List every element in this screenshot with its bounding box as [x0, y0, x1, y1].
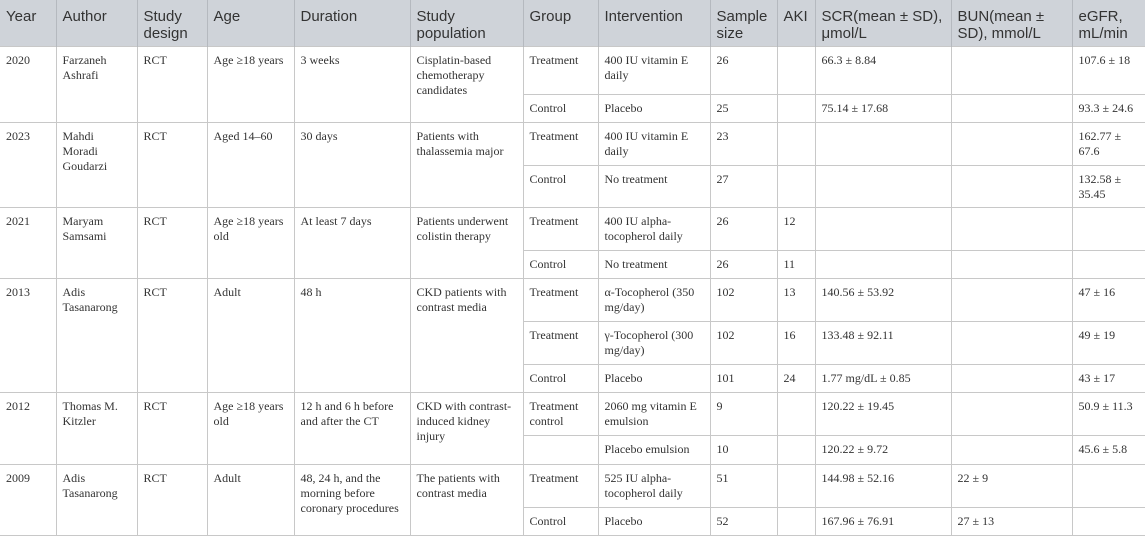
cell-group: Control	[523, 250, 598, 278]
column-header-study-population: Study population	[410, 0, 523, 46]
column-header-study-design: Study design	[137, 0, 207, 46]
cell-scr: 140.56 ± 53.92	[815, 278, 951, 321]
cell-bun	[951, 46, 1072, 94]
cell-sample-size: 102	[710, 278, 777, 321]
cell-aki	[777, 392, 815, 435]
cell-egfr	[1072, 507, 1145, 535]
cell-duration: 3 weeks	[294, 46, 410, 122]
cell-bun	[951, 392, 1072, 435]
cell-sample-size: 26	[710, 207, 777, 250]
cell-group	[523, 435, 598, 464]
cell-intervention: Placebo	[598, 507, 710, 535]
column-header-group: Group	[523, 0, 598, 46]
cell-duration: 30 days	[294, 122, 410, 207]
cell-sample-size: 51	[710, 464, 777, 507]
cell-study-design: RCT	[137, 278, 207, 392]
cell-aki: 13	[777, 278, 815, 321]
cell-age: Age ≥18 years old	[207, 207, 294, 278]
cell-author: Thomas M. Kitzler	[56, 392, 137, 464]
cell-intervention: 2060 mg vitamin E emulsion	[598, 392, 710, 435]
cell-age: Age ≥18 years old	[207, 392, 294, 464]
cell-duration: At least 7 days	[294, 207, 410, 278]
cell-group: Treatment	[523, 464, 598, 507]
table-row	[0, 122, 1145, 165]
table-body	[0, 46, 1145, 535]
cell-sample-size: 23	[710, 122, 777, 165]
cell-scr: 66.3 ± 8.84	[815, 46, 951, 94]
cell-intervention: 400 IU vitamin E daily	[598, 122, 710, 165]
cell-sample-size: 27	[710, 165, 777, 207]
cell-age: Age ≥18 years	[207, 46, 294, 122]
table-row	[0, 464, 1145, 507]
cell-bun	[951, 321, 1072, 364]
table-header	[0, 0, 1145, 46]
cell-aki	[777, 46, 815, 94]
table-row	[0, 207, 1145, 250]
cell-group: Treatment	[523, 46, 598, 94]
cell-bun	[951, 435, 1072, 464]
cell-age: Aged 14–60	[207, 122, 294, 207]
table-row	[0, 278, 1145, 321]
cell-duration: 12 h and 6 h before and after the CT	[294, 392, 410, 464]
cell-egfr: 45.6 ± 5.8	[1072, 435, 1145, 464]
cell-group: Control	[523, 94, 598, 122]
cell-study-population: The patients with contrast media	[410, 464, 523, 535]
cell-group: Treatment	[523, 207, 598, 250]
cell-author: Mahdi Moradi Goudarzi	[56, 122, 137, 207]
cell-intervention: No treatment	[598, 165, 710, 207]
cell-intervention: 400 IU alpha-tocopherol daily	[598, 207, 710, 250]
cell-egfr: 49 ± 19	[1072, 321, 1145, 364]
cell-study-population: Cisplatin-based chemotherapy candidates	[410, 46, 523, 122]
cell-aki	[777, 507, 815, 535]
cell-age: Adult	[207, 464, 294, 535]
cell-intervention: Placebo emulsion	[598, 435, 710, 464]
cell-egfr: 93.3 ± 24.6	[1072, 94, 1145, 122]
cell-scr	[815, 165, 951, 207]
cell-group: Treatment control	[523, 392, 598, 435]
cell-intervention: Placebo	[598, 94, 710, 122]
cell-intervention: γ-Tocopherol (300 mg/day)	[598, 321, 710, 364]
cell-sample-size: 26	[710, 250, 777, 278]
cell-scr: 75.14 ± 17.68	[815, 94, 951, 122]
cell-intervention: 400 IU vitamin E daily	[598, 46, 710, 94]
cell-scr	[815, 207, 951, 250]
cell-scr: 120.22 ± 9.72	[815, 435, 951, 464]
cell-aki: 16	[777, 321, 815, 364]
cell-bun: 27 ± 13	[951, 507, 1072, 535]
column-header-scr: SCR(mean ± SD), μmol/L	[815, 0, 951, 46]
cell-author: Farzaneh Ashrafi	[56, 46, 137, 122]
cell-group: Treatment	[523, 278, 598, 321]
table-row	[0, 392, 1145, 435]
cell-study-design: RCT	[137, 392, 207, 464]
cell-aki: 11	[777, 250, 815, 278]
cell-study-population: Patients with thalassemia major	[410, 122, 523, 207]
cell-aki: 12	[777, 207, 815, 250]
cell-egfr	[1072, 250, 1145, 278]
cell-year: 2012	[0, 392, 56, 464]
cell-year: 2020	[0, 46, 56, 122]
cell-egfr: 107.6 ± 18	[1072, 46, 1145, 94]
cell-sample-size: 102	[710, 321, 777, 364]
cell-egfr	[1072, 464, 1145, 507]
cell-scr: 167.96 ± 76.91	[815, 507, 951, 535]
cell-aki	[777, 435, 815, 464]
cell-author: Adis Tasanarong	[56, 278, 137, 392]
cell-bun	[951, 278, 1072, 321]
cell-egfr: 43 ± 17	[1072, 364, 1145, 392]
cell-group: Treatment	[523, 122, 598, 165]
cell-intervention: α-Tocopherol (350 mg/day)	[598, 278, 710, 321]
cell-group: Control	[523, 165, 598, 207]
cell-study-population: CKD with contrast-induced kidney injury	[410, 392, 523, 464]
column-header-egfr: eGFR, mL/min	[1072, 0, 1145, 46]
cell-study-population: Patients underwent colistin therapy	[410, 207, 523, 278]
cell-year: 2021	[0, 207, 56, 278]
cell-study-design: RCT	[137, 464, 207, 535]
table-row	[0, 46, 1145, 94]
cell-scr: 120.22 ± 19.45	[815, 392, 951, 435]
cell-scr: 133.48 ± 92.11	[815, 321, 951, 364]
cell-sample-size: 26	[710, 46, 777, 94]
cell-egfr	[1072, 207, 1145, 250]
column-header-year: Year	[0, 0, 56, 46]
cell-study-population: CKD patients with contrast media	[410, 278, 523, 392]
cell-scr	[815, 250, 951, 278]
cell-study-design: RCT	[137, 46, 207, 122]
cell-scr: 1.77 mg/dL ± 0.85	[815, 364, 951, 392]
cell-year: 2009	[0, 464, 56, 535]
column-header-age: Age	[207, 0, 294, 46]
cell-intervention: 525 IU alpha-tocopherol daily	[598, 464, 710, 507]
cell-bun	[951, 207, 1072, 250]
cell-sample-size: 25	[710, 94, 777, 122]
cell-scr	[815, 122, 951, 165]
cell-egfr: 162.77 ± 67.6	[1072, 122, 1145, 165]
column-header-duration: Duration	[294, 0, 410, 46]
cell-bun	[951, 250, 1072, 278]
cell-intervention: No treatment	[598, 250, 710, 278]
cell-aki	[777, 94, 815, 122]
cell-bun	[951, 94, 1072, 122]
cell-scr: 144.98 ± 52.16	[815, 464, 951, 507]
cell-group: Control	[523, 507, 598, 535]
cell-bun	[951, 165, 1072, 207]
column-header-sample-size: Sample size	[710, 0, 777, 46]
cell-author: Maryam Samsami	[56, 207, 137, 278]
cell-duration: 48, 24 h, and the morning before coronary procedures	[294, 464, 410, 535]
cell-group: Control	[523, 364, 598, 392]
cell-egfr: 47 ± 16	[1072, 278, 1145, 321]
cell-group: Treatment	[523, 321, 598, 364]
cell-study-design: RCT	[137, 122, 207, 207]
cell-bun: 22 ± 9	[951, 464, 1072, 507]
cell-bun	[951, 122, 1072, 165]
column-header-bun: BUN(mean ± SD), mmol/L	[951, 0, 1072, 46]
cell-aki: 24	[777, 364, 815, 392]
cell-aki	[777, 464, 815, 507]
cell-study-design: RCT	[137, 207, 207, 278]
cell-year: 2023	[0, 122, 56, 207]
cell-sample-size: 101	[710, 364, 777, 392]
cell-author: Adis Tasanarong	[56, 464, 137, 535]
cell-bun	[951, 364, 1072, 392]
column-header-intervention: Intervention	[598, 0, 710, 46]
cell-sample-size: 10	[710, 435, 777, 464]
cell-year: 2013	[0, 278, 56, 392]
cell-sample-size: 9	[710, 392, 777, 435]
cell-aki	[777, 122, 815, 165]
cell-egfr: 132.58 ± 35.45	[1072, 165, 1145, 207]
cell-aki	[777, 165, 815, 207]
column-header-aki: AKI	[777, 0, 815, 46]
cell-duration: 48 h	[294, 278, 410, 392]
cell-intervention: Placebo	[598, 364, 710, 392]
cell-egfr: 50.9 ± 11.3	[1072, 392, 1145, 435]
cell-age: Adult	[207, 278, 294, 392]
cell-sample-size: 52	[710, 507, 777, 535]
column-header-author: Author	[56, 0, 137, 46]
